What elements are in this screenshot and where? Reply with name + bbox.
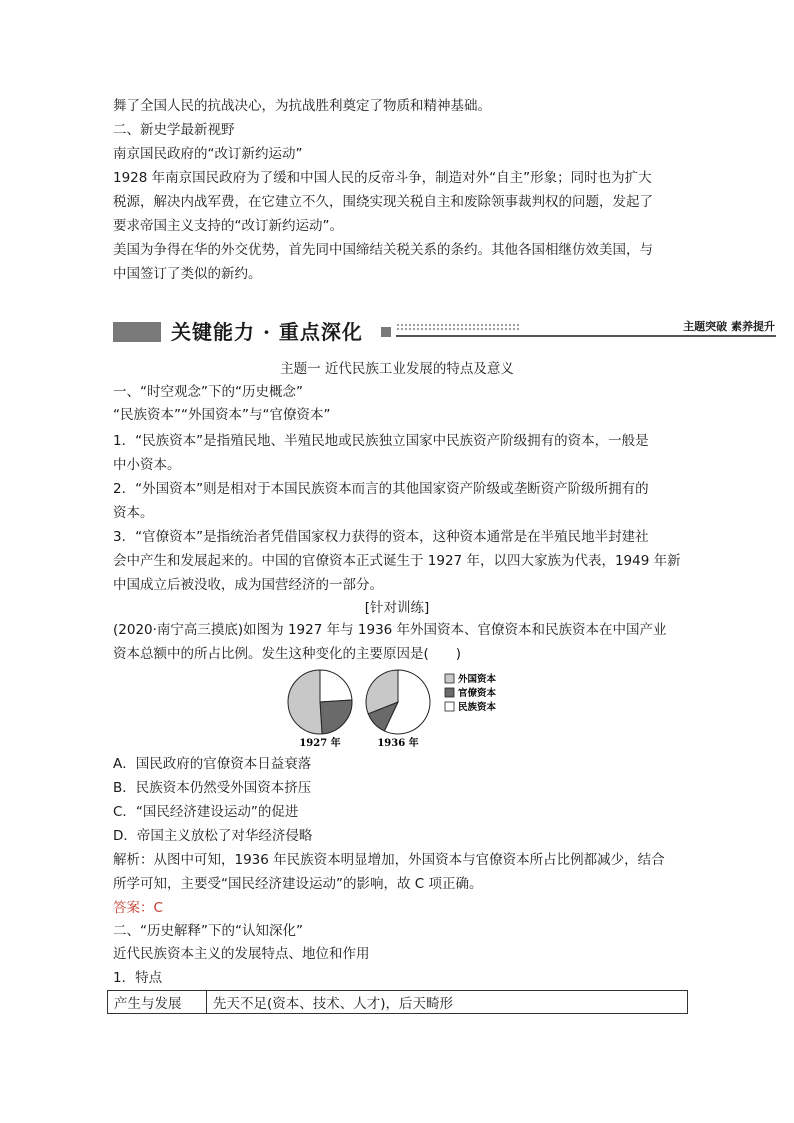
subheading: 近代民族资本主义的发展特点、地位和作用 [113,946,370,962]
option-a: A．国民政府的官僚资本日益衰落 [113,756,312,772]
pie-chart-figure [285,668,525,750]
paragraph-line: 税源，解决内战军费，在它建立不久，围绕实现关税自主和废除领事裁判权的问题，发起了 [113,194,653,210]
question-line: (2020·南宁高三摸底)如图为 1927 年与 1936 年外国资本、官僚资本和民族资本在中国产业 [113,622,667,638]
question-line: 资本总额中的所占比例。发生这种变化的主要原因是( ) [113,646,462,662]
section-banner [113,318,785,346]
subheading: “民族资本”“外国资本”与“官僚资本” [113,407,331,423]
pie-slice-0-0 [288,670,322,734]
table-row [108,991,688,1014]
paragraph-line: 中国成立后被没收，成为国营经济的一部分。 [113,577,383,593]
answer-line: 答案：C [113,900,163,916]
banner-title: 关键能力 · 重点深化 [171,320,363,344]
topic-heading: 南京国民政府的“改订新约运动” [113,146,303,162]
paragraph-line: 资本。 [113,505,154,521]
pie-label: 1936 年 [377,738,419,749]
table-cell: 先天不足(资本、技术、人才)，后天畸形 [207,991,688,1014]
paragraph-line: 美国为争得在华的外交优势，首先同中国缔结关税关系的条约。其他各国相继仿效美国，与 [113,242,653,258]
legend-label: 外国资本 [458,674,497,685]
list-number: 1．特点 [113,970,163,986]
paragraph-line: 1．“民族资本”是指殖民地、半殖民地或民族独立国家中民族资产阶级拥有的资本，一般是 [113,433,649,449]
option-c: C．“国民经济建设运动”的促进 [113,804,299,820]
legend-swatch [445,688,454,697]
legend-label: 官僚资本 [458,688,497,699]
option-b: B．民族资本仍然受外国资本挤压 [113,780,312,796]
paragraph-line: 要求帝国主义支持的“改订新约运动”。 [113,218,343,234]
banner-block [113,322,161,342]
explanation-line: 所学可知，主要受“国民经济建设运动”的影响，故 C 项正确。 [113,876,483,892]
table-header-cell: 产生与发展 [108,991,207,1014]
legend-swatch [445,674,454,683]
banner-subtitle: 主题突破 素养提升 [683,320,775,333]
paragraph-line: 中国签订了类似的新约。 [113,266,262,282]
section-heading: 二、新史学最新视野 [113,122,235,138]
paragraph-line: 3．“官僚资本”是指统治者凭借国家权力获得的资本，这种资本通常是在半殖民地半封建社 [113,529,649,545]
banner-square [381,327,391,337]
banner-dots [396,323,521,332]
legend-swatch [445,702,454,711]
explanation-line: 解析：从图中可知，1936 年民族资本明显增加，外国资本与官僚资本所占比例都减少，结合 [113,852,665,868]
theme-title: 主题一 近代民族工业发展的特点及意义 [280,361,514,377]
section-heading: 一、“时空观念”下的“历史概念” [113,384,303,400]
paragraph-line: 2．“外国资本”则是相对于本国民族资本而言的其他国家资产阶级或垄断资产阶级所拥有的 [113,481,649,497]
paragraph-line: 会中产生和发展起来的。中国的官僚资本正式诞生于 1927 年，以四大家族为代表，1949 年新 [113,553,681,569]
paragraph-line: 1928 年南京国民政府为了缓和中国人民的反帝斗争，制造对外“自主”形象；同时也为扩大 [113,170,652,186]
pie-label: 1927 年 [299,738,341,749]
option-d: D．帝国主义放松了对华经济侵略 [113,828,313,844]
legend-label: 民族资本 [458,702,497,713]
paragraph-line: 舞了全国人民的抗战决心，为抗战胜利奠定了物质和精神基础。 [113,98,491,114]
pie-slice-0-1 [320,700,352,734]
pie-slice-0-2 [320,670,352,702]
section-heading: 二、“历史解释”下的“认知深化” [113,923,303,939]
exercise-header: [针对训练] [364,600,430,616]
features-table [107,990,688,1014]
paragraph-line: 中小资本。 [113,457,181,473]
